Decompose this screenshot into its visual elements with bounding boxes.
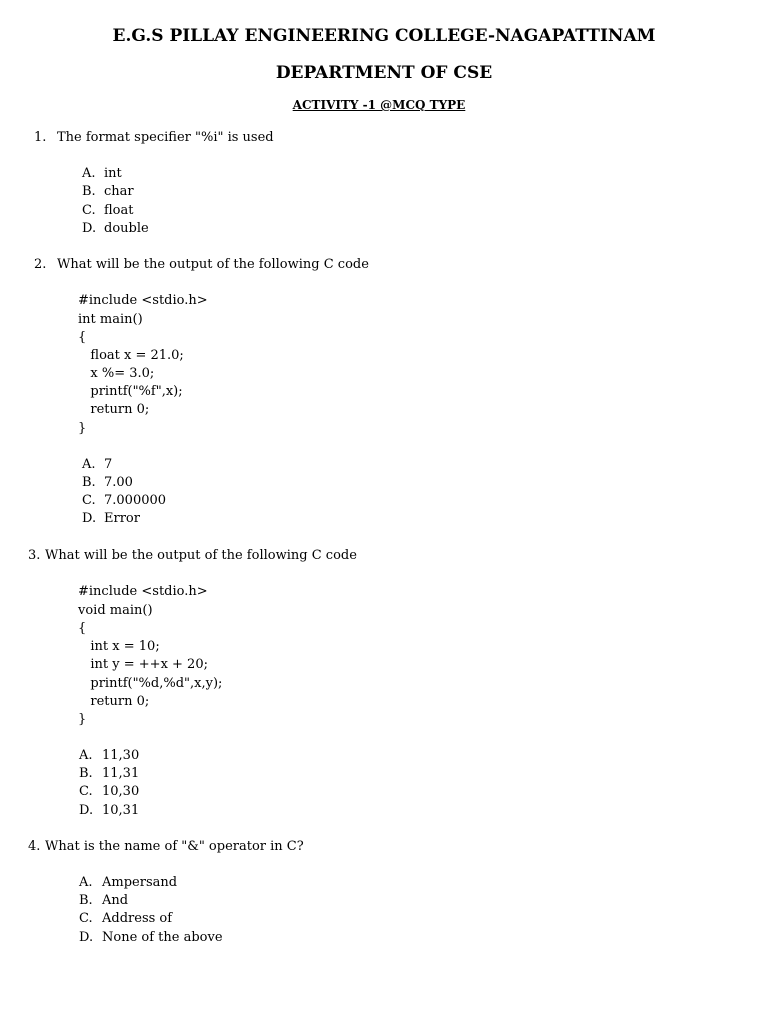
option-letter: C. bbox=[82, 493, 96, 508]
question-text: The format specifier "%i" is used bbox=[57, 130, 274, 145]
code-line: return 0; bbox=[78, 402, 150, 417]
option-text: char bbox=[104, 184, 134, 199]
option-letter: B. bbox=[82, 475, 96, 490]
question-number: 4. bbox=[28, 839, 41, 854]
activity-subtitle: ACTIVITY -1 @MCQ TYPE bbox=[292, 98, 466, 112]
code-line: int x = 10; bbox=[78, 639, 160, 654]
option-letter: C. bbox=[82, 203, 96, 218]
option-text: Address of bbox=[102, 911, 173, 926]
option-text: float bbox=[104, 203, 134, 218]
option-text: int bbox=[104, 166, 122, 181]
option-letter: D. bbox=[79, 930, 94, 945]
option-text: double bbox=[104, 221, 149, 236]
option-letter: D. bbox=[79, 803, 94, 818]
option-text: And bbox=[102, 893, 129, 908]
code-line: return 0; bbox=[78, 694, 150, 709]
department-title: DEPARTMENT OF CSE bbox=[275, 63, 493, 83]
option-text: None of the above bbox=[102, 930, 223, 945]
code-line: x %= 3.0; bbox=[78, 366, 155, 381]
option-letter: A. bbox=[79, 875, 93, 890]
code-line: { bbox=[78, 621, 87, 636]
code-line: float x = 21.0; bbox=[78, 348, 184, 363]
option-text: 10,31 bbox=[102, 803, 140, 818]
option-text: 7.00 bbox=[104, 475, 133, 490]
option-text: 7 bbox=[104, 457, 113, 472]
option-text: 7.000000 bbox=[104, 493, 167, 508]
option-text: Error bbox=[104, 511, 140, 526]
option-letter: D. bbox=[82, 221, 97, 236]
question-text: What will be the output of the following C code bbox=[45, 548, 357, 563]
code-line: int main() bbox=[78, 312, 143, 327]
option-letter: C. bbox=[79, 784, 93, 799]
code-line: void main() bbox=[78, 603, 153, 618]
option-letter: A. bbox=[79, 748, 93, 763]
option-letter: D. bbox=[82, 511, 97, 526]
code-line: printf("%f",x); bbox=[78, 384, 183, 399]
code-line: } bbox=[78, 421, 87, 436]
option-letter: B. bbox=[82, 184, 96, 199]
code-line: printf("%d,%d",x,y); bbox=[78, 676, 223, 691]
option-letter: B. bbox=[79, 766, 93, 781]
question-text: What is the name of "&" operator in C? bbox=[45, 839, 304, 854]
option-letter: A. bbox=[82, 457, 96, 472]
question-text: What will be the output of the following C code bbox=[57, 257, 369, 272]
option-text: 11,30 bbox=[102, 748, 140, 763]
question-number: 1. bbox=[34, 130, 47, 145]
option-text: 10,30 bbox=[102, 784, 140, 799]
option-text: Ampersand bbox=[102, 875, 178, 890]
college-title: E.G.S PILLAY ENGINEERING COLLEGE-NAGAPATTINAM bbox=[112, 26, 656, 46]
code-line: { bbox=[78, 330, 87, 345]
question-number: 2. bbox=[34, 257, 47, 272]
code-line: } bbox=[78, 712, 87, 727]
option-letter: C. bbox=[79, 911, 93, 926]
question-number: 3. bbox=[28, 548, 41, 563]
option-text: 11,31 bbox=[102, 766, 140, 781]
option-letter: B. bbox=[79, 893, 93, 908]
code-line: #include <stdio.h> bbox=[78, 293, 208, 308]
option-letter: A. bbox=[82, 166, 96, 181]
code-line: #include <stdio.h> bbox=[78, 584, 208, 599]
code-line: int y = ++x + 20; bbox=[78, 657, 208, 672]
